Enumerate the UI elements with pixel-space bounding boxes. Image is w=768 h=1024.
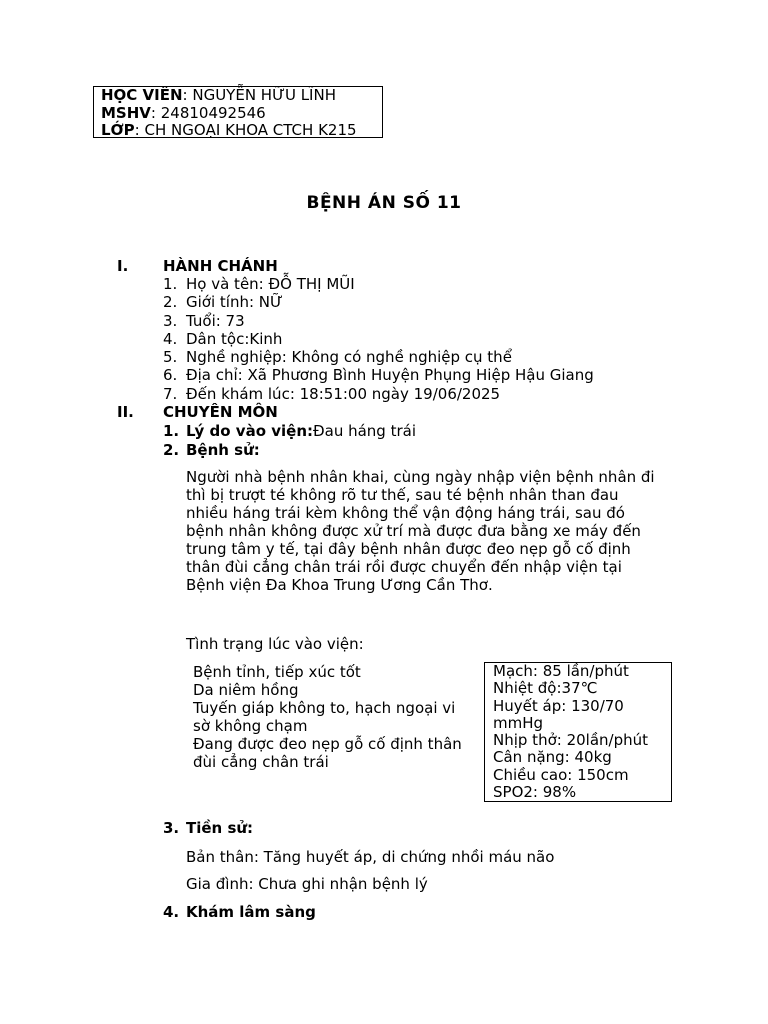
- status-line: Bệnh tỉnh, tiếp xúc tốt: [193, 663, 361, 681]
- list-item: 1. Họ và tên: ĐỖ THỊ MŨI: [163, 275, 355, 293]
- student-name-label: HỌC VIÊN: [101, 86, 183, 104]
- vital-line: Nhiệt độ:37℃: [493, 679, 598, 698]
- status-line: sờ không chạm: [193, 717, 308, 735]
- history-number: 2.: [163, 441, 180, 459]
- past-history-self: Bản thân: Tăng huyết áp, di chứng nhồi máu não: [186, 848, 555, 866]
- student-name-line: [101, 87, 382, 105]
- vital-line: Huyết áp: 130/70: [493, 696, 624, 715]
- exam-label: Khám lâm sàng: [186, 903, 316, 921]
- list-item: 7. Đến khám lúc: 18:51:00 ngày 19/06/2025: [163, 384, 501, 403]
- vital-line: mmHg: [493, 713, 544, 732]
- exam-heading: [163, 903, 316, 921]
- section-1-number: I.: [117, 257, 129, 275]
- list-item: 6. Địa chỉ: Xã Phương Bình Huyện Phụng Hiệp Hậu Giang: [163, 366, 594, 385]
- history-label: Bệnh sử:: [186, 441, 260, 459]
- student-info-box: [93, 86, 383, 138]
- student-class-value: : CH NGOẠI KHOA CTCH K215: [134, 121, 357, 139]
- section-2-title: CHUYÊN MÔN: [163, 403, 278, 421]
- reason-row: [163, 422, 416, 440]
- past-history-number: 3.: [163, 819, 180, 837]
- vital-signs-box: [484, 662, 672, 802]
- vital-line: SPO2: 98%: [493, 783, 577, 802]
- section-1-title: HÀNH CHÁNH: [163, 257, 278, 275]
- list-item: 2. Giới tính: NỮ: [163, 293, 283, 312]
- exam-number: 4.: [163, 903, 180, 921]
- status-line: đùi cẳng chân trái: [193, 753, 329, 771]
- history-line: thì bị trượt té không rõ tư thế, sau té bệnh nhân than đau: [186, 486, 619, 504]
- history-line: Người nhà bệnh nhân khai, cùng ngày nhập viện bệnh nhân đi: [186, 468, 655, 486]
- admission-status-list: [193, 663, 478, 771]
- admission-status-label: Tình trạng lúc vào viện:: [186, 635, 364, 653]
- past-history-family: Gia đình: Chưa ghi nhận bệnh lý: [186, 875, 428, 893]
- document-title: BỆNH ÁN SỐ 11: [306, 193, 462, 213]
- list-item: 4. Dân tộc:Kinh: [163, 329, 283, 348]
- student-name-value: : NGUYỄN HỮU LĨNH: [182, 86, 336, 104]
- list-item: 5. Nghề nghiệp: Không có nghề nghiệp cụ thể: [163, 348, 512, 367]
- history-heading: [163, 441, 260, 459]
- history-line: thân đùi cẳng chân trái rồi được chuyển đến nhập viện tại: [186, 558, 622, 576]
- section-2-number: II.: [117, 403, 134, 421]
- student-class-line: [101, 122, 382, 140]
- status-line: Đang được đeo nẹp gỗ cố định thân: [193, 735, 462, 753]
- vital-line: Nhịp thở: 20lần/phút: [493, 731, 648, 750]
- student-id-line: [101, 105, 382, 123]
- student-class-label: LỚP: [101, 121, 135, 139]
- history-line: bệnh nhân không được xử trí mà được đưa bằng xe máy đến: [186, 522, 641, 540]
- student-id-label: MSHV: [101, 103, 151, 122]
- vital-line: Mạch: 85 lần/phút: [493, 662, 629, 680]
- vital-line: Cân nặng: 40kg: [493, 748, 612, 767]
- admin-info-list: [163, 275, 594, 403]
- history-line: trung tâm y tế, tại đây bệnh nhân được đeo nẹp gỗ cố định: [186, 540, 631, 558]
- vital-line: Chiều cao: 150cm: [493, 765, 629, 784]
- list-item: 3. Tuổi: 73: [163, 311, 245, 330]
- past-history-label: Tiền sử:: [186, 819, 254, 837]
- student-id-value: : 24810492546: [150, 103, 266, 122]
- status-line: Tuyến giáp không to, hạch ngoại vi: [193, 699, 456, 717]
- status-line: Da niêm hồng: [193, 681, 299, 699]
- past-history-heading: [163, 819, 253, 837]
- history-line: Bệnh viện Đa Khoa Trung Ương Cần Thơ.: [186, 576, 493, 594]
- history-paragraph: [186, 468, 686, 594]
- reason-value: Đau háng trái: [313, 422, 417, 440]
- reason-number: 1.: [163, 422, 180, 440]
- history-line: nhiều háng trái kèm không thể vận động háng trái, sau đó: [186, 504, 625, 522]
- reason-label: Lý do vào viện:: [186, 422, 314, 440]
